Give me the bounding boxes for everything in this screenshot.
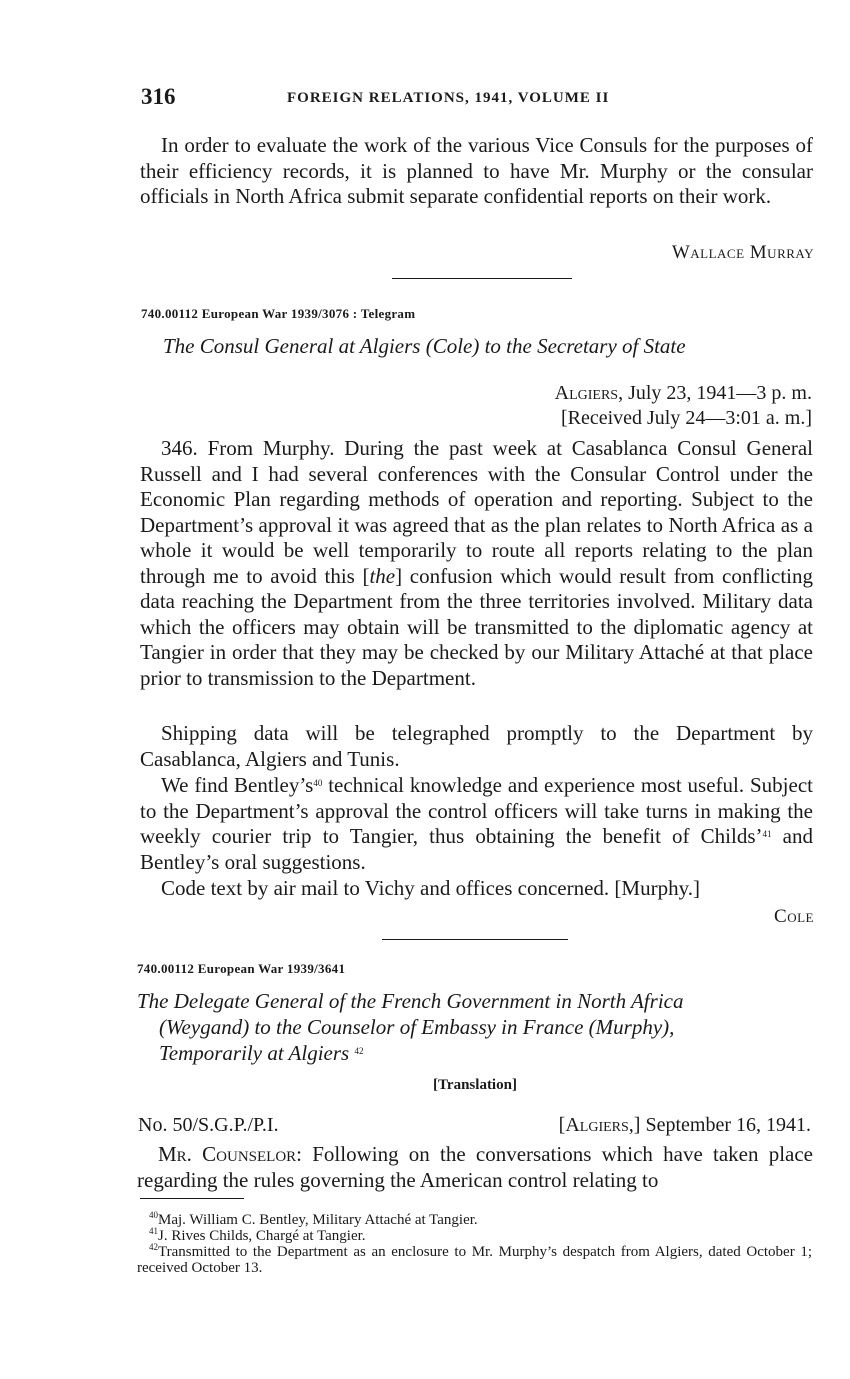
signature-cole: Cole: [774, 906, 814, 927]
text-span: ] confusion which would result from conflicting data reaching the Department from the three territories involved. Military data which the officers may obtain will be transmitted to the diplomatic agency at Tangier in order that they may be checked by our Military Attaché at that place prior to transmission to the Department.: [140, 563, 813, 690]
footnote-40: [137, 1212, 812, 1228]
translation-label: [Translation]: [433, 1077, 517, 1093]
footnote-ref-42: 42: [354, 1046, 364, 1056]
telegram-paragraph-4: Code text by air mail to Vichy and offices concerned. [Murphy.]: [161, 876, 700, 900]
date-text: September 16, 1941.: [645, 1114, 811, 1136]
title-line: The Delegate General of the French Government in North Africa: [137, 989, 684, 1013]
bracket: [: [558, 1114, 566, 1136]
telegram-paragraph-1: [140, 436, 813, 691]
text-span: 346. From Murphy. During the past week at Casablanca Consul General Russell and I had several conferences with the Consular Control under the Economic Plan regarding methods of operation and reporting. Subject to the Department’s approval it was agreed that as the plan relates to North Africa as a whole it would be well temporarily to route all reports relating to the plan through me to avoid this [: [140, 436, 813, 588]
footnote-text: Maj. William C. Bentley, Military Attaché at Tangier.: [158, 1212, 478, 1228]
document-number-line: [138, 1114, 811, 1137]
salutation: Mr. Counselor:: [158, 1142, 302, 1166]
text-span-italic: the: [369, 563, 396, 588]
letter-opening: [137, 1142, 813, 1193]
document-title: [137, 988, 683, 1066]
bracket: ]: [633, 1114, 641, 1136]
footnote-41: [137, 1228, 812, 1244]
telegram-paragraph-3: [140, 773, 813, 875]
dateline: [555, 381, 812, 431]
title-line: [137, 1040, 683, 1066]
footnotes: [137, 1212, 812, 1276]
footnote-number: 40: [149, 1210, 158, 1220]
text-span: and Bentley’s oral suggestions.: [140, 824, 813, 874]
document-title: The Consul General at Algiers (Cole) to the Secretary of State: [163, 334, 686, 358]
intro-paragraph: In order to evaluate the work of the various Vice Consuls for the purposes of their efficiency records, it is planned to have Mr. Murphy or the consular officials in North Africa submit separate confidential reports on their work.: [140, 133, 813, 208]
text-span: Temporarily at Algiers: [159, 1041, 350, 1065]
file-reference: 740.00112 European War 1939/3076 : Telegram: [141, 306, 416, 321]
footnote-ref-40: 40: [313, 778, 323, 788]
text-span: Following on the conversations which have taken place regarding the rules governing the American control relating to: [137, 1142, 813, 1192]
date-place: Algiers,: [565, 1114, 634, 1136]
footnote-divider: [140, 1198, 244, 1199]
document-number: No. 50/S.G.P./P.I.: [138, 1114, 279, 1136]
footnote-ref-41: 41: [762, 829, 772, 839]
received-line: [Received July 24—3:01 a. m.]: [560, 407, 812, 429]
dateline-date: July 23, 1941—3 p. m.: [628, 382, 812, 404]
section-divider: [382, 939, 568, 940]
running-head: FOREIGN RELATIONS, 1941, VOLUME II: [287, 90, 610, 106]
page-number: 316: [141, 84, 176, 109]
footnote-number: 42: [149, 1242, 158, 1252]
footnote-text: J. Rives Childs, Chargé at Tangier.: [158, 1228, 366, 1244]
dateline-place: Algiers,: [554, 382, 624, 404]
text-span: We find Bentley’s: [161, 773, 314, 797]
footnote-text: Transmitted to the Department as an enclosure to Mr. Murphy’s despatch from Algiers, dated October 1; received October 13.: [137, 1244, 812, 1276]
signature-murray: Wallace Murray: [671, 242, 814, 263]
footnote-42: [137, 1244, 812, 1276]
file-reference: 740.00112 European War 1939/3641: [137, 961, 346, 976]
telegram-paragraph-2: Shipping data will be telegraphed promptly to the Department by Casablanca, Algiers and Tunis.: [140, 721, 813, 771]
section-divider: [392, 278, 572, 279]
document-date: [559, 1114, 811, 1137]
title-line: (Weygand) to the Counselor of Embassy in France (Murphy),: [159, 1015, 675, 1039]
footnote-number: 41: [149, 1226, 158, 1236]
text-span: technical knowledge and experience most useful. Subject to the Department’s approval the control officers will take turns in making the weekly courier trip to Tangier, thus obtaining the benefit of Childs’: [140, 773, 813, 848]
